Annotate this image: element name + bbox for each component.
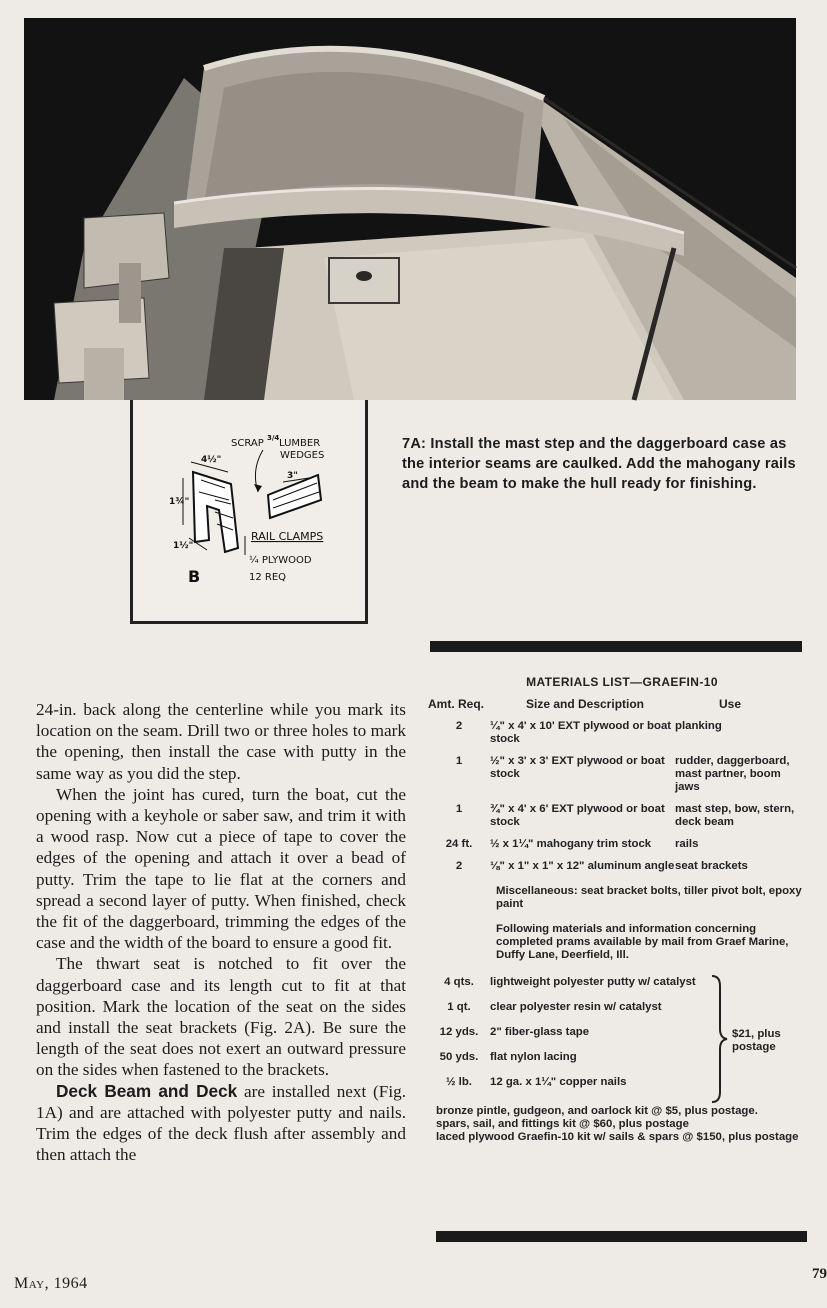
kit-group — [428, 976, 810, 1101]
row-use: planking — [675, 720, 722, 732]
body-paragraph-text: are installed next (Fig. 1A) and are attached with polyester putty and nails. Trim the edges of the deck flush after assembly and then attach the — [36, 1081, 406, 1165]
article-body — [36, 699, 406, 1165]
row-size: ½ x 1¼" mahogany trim stock — [490, 838, 652, 850]
divider-rule-bottom — [436, 1231, 807, 1242]
kit-amt: 4 qts. — [444, 976, 474, 988]
kit-desc: 2" fiber-glass tape — [490, 1026, 590, 1038]
kit-offers — [436, 1105, 806, 1144]
row-use: rails — [675, 838, 699, 850]
curly-brace-icon — [710, 974, 728, 1104]
kit-offer-line: spars, sail, and fittings kit @ $60, plus postage — [436, 1118, 689, 1130]
kit-offer-line: laced plywood Graefin-10 kit w/ sails & spars @ $150, plus postage — [436, 1131, 799, 1143]
kit-desc: 12 ga. x 1¼" copper nails — [490, 1076, 627, 1088]
fig-scrap-frac: 3/4 — [267, 434, 280, 442]
fig-scrap-label: SCRAP — [231, 438, 264, 449]
materials-list — [428, 676, 810, 1144]
row-amt: 2 — [455, 860, 463, 872]
row-amt: 2 — [455, 720, 463, 732]
header-size: Size and Description — [525, 697, 645, 711]
fig-letter: B — [188, 567, 201, 586]
materials-row — [428, 838, 810, 851]
row-amt: 24 ft. — [445, 838, 473, 850]
materials-misc-note: Miscellaneous: seat bracket bolts, tiller pivot bolt, epoxy paint — [496, 885, 802, 910]
row-amt: 1 — [455, 755, 463, 767]
fig-dim-left: 1¾" — [169, 497, 190, 507]
materials-row — [428, 755, 810, 794]
row-use: mast step, bow, stern, deck beam — [675, 803, 795, 828]
section-lead-heading: Deck Beam and Deck — [56, 1080, 238, 1101]
row-size: ¾" x 4' x 6' EXT plywood or boat stock — [490, 803, 665, 828]
photo-caption: 7A: Install the mast step and the daggerboard case as the interior seams are caulked. Add the mahogany rails and the beam to make the hull ready for finishing. — [402, 436, 796, 492]
figure-b-rail-clamps — [130, 400, 368, 624]
row-use: rudder, daggerboard, mast partner, boom jaws — [675, 755, 790, 793]
fig-plywood-label: ¼ PLYWOOD — [249, 555, 312, 566]
fig-req-label: 12 REQ — [249, 572, 287, 583]
materials-header-row — [428, 698, 810, 711]
materials-row — [428, 803, 810, 829]
body-paragraph — [36, 1081, 406, 1166]
row-size: ⅛" x 1" x 1" x 12" aluminum angle — [490, 860, 675, 872]
header-use: Use — [718, 697, 741, 711]
row-amt: 1 — [455, 803, 463, 815]
body-paragraph: The thwart seat is notched to fit over the daggerboard case and its length cut to fit at that position. Mark the location of the seat on the sides and install the seat brackets (Fig. 2A). Be sure the length of the seat does not exert an outward pressure on the sides when fastened to the brackets. — [36, 954, 406, 1080]
kit-price: $21, plus postage — [732, 1028, 781, 1053]
kit-offer-line: bronze pintle, gudgeon, and oarlock kit @ $5, plus postage. — [436, 1105, 758, 1117]
fig-dim-mid: 3" — [287, 471, 298, 481]
kit-row — [428, 1051, 810, 1076]
issue-date: May, 1964 — [14, 1275, 88, 1292]
row-size: ¼" x 4' x 10' EXT plywood or boat stock — [490, 720, 672, 745]
page-number: 79 — [812, 1266, 827, 1282]
divider-rule-top — [430, 641, 802, 652]
kit-row — [428, 976, 810, 1001]
kit-desc: clear polyester resin w/ catalyst — [490, 1001, 662, 1013]
kit-desc: lightweight polyester putty w/ catalyst — [490, 976, 696, 988]
row-use: seat brackets — [675, 860, 748, 872]
kit-amt: 12 yds. — [439, 1026, 479, 1038]
kit-row — [428, 1076, 810, 1101]
fig-wedges-label: WEDGES — [280, 450, 325, 461]
hull-photo — [24, 18, 796, 400]
row-size: ½" x 3' x 3' EXT plywood or boat stock — [490, 755, 665, 780]
body-paragraph: 24-in. back along the centerline while you mark its location on the seam. Drill two or three holes to mark the opening, then install the case with putty in the same way as you did the step. — [36, 700, 406, 783]
materials-row — [428, 720, 810, 746]
kit-amt: 50 yds. — [439, 1051, 479, 1063]
fig-dim-bottom: 1½" — [173, 541, 194, 551]
materials-row — [428, 860, 810, 873]
header-amt: Amt. Req. — [428, 697, 485, 711]
kit-desc: flat nylon lacing — [490, 1051, 577, 1063]
fig-dim-top: 4½" — [201, 455, 222, 465]
fig-rail-clamps-label: RAIL CLAMPS — [251, 530, 324, 543]
kit-amt: 1 qt. — [447, 1001, 471, 1013]
fig-lumber-label: LUMBER — [279, 438, 321, 449]
body-paragraph: When the joint has cured, turn the boat, cut the opening with a keyhole or saber saw, and trim it with a wood rasp. Now cut a piece of tape to cover the edges of the opening and attach it over a bead of putty. Trim the tape to lie flat at the corners and spread a second layer of putty. When finished, check the fit of the daggerboard, trimming the edges of the case and the width of the board to ensure a good fit. — [36, 784, 406, 953]
kit-amt: ½ lb. — [446, 1076, 472, 1088]
materials-list-title: MATERIALS LIST—GRAEFIN-10 — [526, 675, 718, 689]
kit-row — [428, 1001, 810, 1026]
materials-following-note: Following materials and information concerning completed prams available by mail from Graef Marine, Duffy Lane, Deerfield, Ill. — [496, 923, 789, 961]
